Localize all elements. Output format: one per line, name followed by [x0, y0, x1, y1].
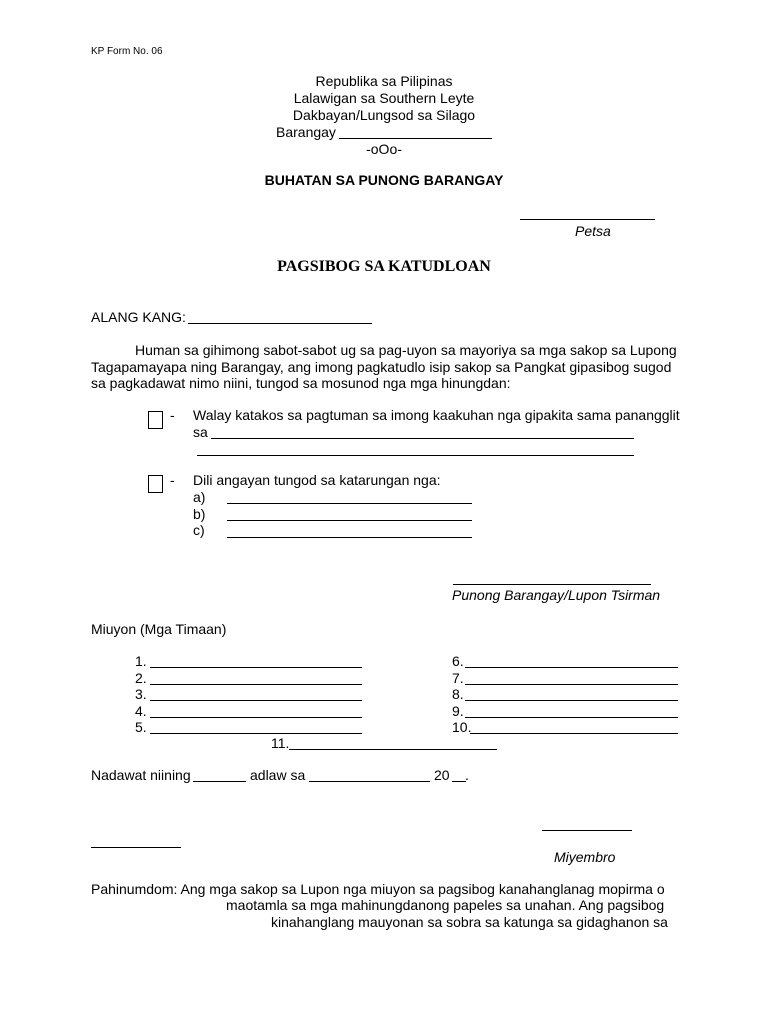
option2-text: Dili angayan tungod sa katarungan nga:	[193, 472, 441, 488]
body-line-1: Human sa gihimong sabot-sabot ug sa pag-uyon sa mayoriya sa mga sakop sa Lupong	[135, 342, 677, 358]
sign-number-4: 4.	[135, 703, 147, 719]
received-year-blank[interactable]	[452, 781, 466, 782]
sign-number-3: 3.	[135, 686, 147, 702]
addressee-label: ALANG KANG:	[91, 309, 186, 325]
sign-line-6[interactable]	[465, 667, 678, 668]
sign-number-6: 6.	[452, 653, 464, 669]
option2-blank-b[interactable]	[227, 520, 472, 521]
barangay-blank[interactable]	[339, 138, 492, 139]
sign-line-10[interactable]	[470, 733, 678, 734]
received-month-blank[interactable]	[309, 781, 430, 782]
header-city: Dakbayan/Lungsod sa Silago	[292, 107, 476, 123]
addressee-blank[interactable]	[188, 323, 372, 324]
sign-line-5[interactable]	[150, 733, 362, 734]
received-prefix: Nadawat niining	[91, 767, 191, 783]
left-signature-line[interactable]	[91, 847, 181, 848]
header-republic: Republika sa Pilipinas	[315, 73, 453, 89]
option2-item-a: a)	[193, 489, 206, 505]
sign-number-5: 5.	[135, 719, 147, 735]
body-line-3: sa pagkadawat nimo niini, tungod sa mosunod nga mga hinungdan:	[91, 375, 511, 391]
sign-number-10: 10.	[452, 719, 472, 735]
note-line-3: kinahanglang mauyonan sa sobra sa katunga sa gidaghanon sa	[271, 914, 668, 930]
sign-number-8: 8.	[452, 686, 464, 702]
form-number: KP Form No. 06	[91, 46, 163, 57]
received-day-blank[interactable]	[193, 781, 246, 782]
sign-number-2: 2.	[135, 670, 147, 686]
option1-blank-1[interactable]	[211, 438, 634, 439]
sign-number-7: 7.	[452, 670, 464, 686]
option1-dash: -	[170, 407, 175, 423]
sign-line-9[interactable]	[465, 717, 678, 718]
body-line-2: Tagapamayapa ning Barangay, ang imong pagkatudlo isip sakop sa Pangkat gipasibog sugod	[91, 359, 672, 375]
document-title: PAGSIBOG SA KATUDLOAN	[277, 258, 491, 275]
option2-checkbox[interactable]	[148, 475, 163, 493]
sign-number-11: 11.	[271, 735, 290, 751]
option2-blank-c[interactable]	[227, 537, 472, 538]
date-blank[interactable]	[520, 219, 655, 220]
signatory-label: Punong Barangay/Lupon Tsirman	[452, 587, 661, 603]
option1-checkbox[interactable]	[148, 411, 163, 429]
note-line-2: maotamla sa mga mahinungdanong papeles sa unahan. Ang pagsibog	[226, 897, 665, 913]
option2-item-c: c)	[193, 522, 205, 538]
option1-blank-2[interactable]	[197, 455, 634, 456]
option1-line-1: Walay katakos sa pagtuman sa imong kaakuhan nga gipakita sama panangglit	[193, 407, 680, 423]
sign-line-4[interactable]	[150, 717, 362, 718]
received-year: 20	[434, 767, 450, 783]
date-label: Petsa	[575, 223, 611, 239]
sign-line-3[interactable]	[150, 700, 362, 701]
sign-number-1: 1.	[135, 653, 147, 669]
office-heading: BUHATAN SA PUNONG BARANGAY	[264, 172, 504, 188]
member-label: Miyembro	[554, 849, 616, 865]
sign-line-8[interactable]	[465, 700, 678, 701]
received-end: .	[465, 767, 469, 783]
sign-line-11[interactable]	[289, 749, 497, 750]
barangay-label: Barangay	[276, 124, 336, 140]
sign-line-7[interactable]	[465, 684, 678, 685]
option2-item-b: b)	[193, 506, 206, 522]
header-province: Lalawigan sa Southern Leyte	[293, 90, 475, 106]
note-line-1: Pahinumdom: Ang mga sakop sa Lupon nga miuyon sa pagsibog kanahanglanag mopirma o	[91, 881, 665, 897]
member-signature-line[interactable]	[542, 830, 632, 831]
option2-blank-a[interactable]	[227, 503, 472, 504]
signatory-signature-line[interactable]	[453, 584, 651, 585]
header-ornament: -oOo-	[366, 141, 402, 157]
concur-label: Miuyon (Mga Timaan)	[91, 621, 227, 637]
received-adlaw: adlaw sa	[250, 767, 306, 783]
option1-line-2: sa	[193, 424, 208, 440]
sign-line-1[interactable]	[150, 667, 362, 668]
option2-dash: -	[170, 472, 175, 488]
sign-line-2[interactable]	[150, 684, 362, 685]
sign-number-9: 9.	[452, 703, 464, 719]
